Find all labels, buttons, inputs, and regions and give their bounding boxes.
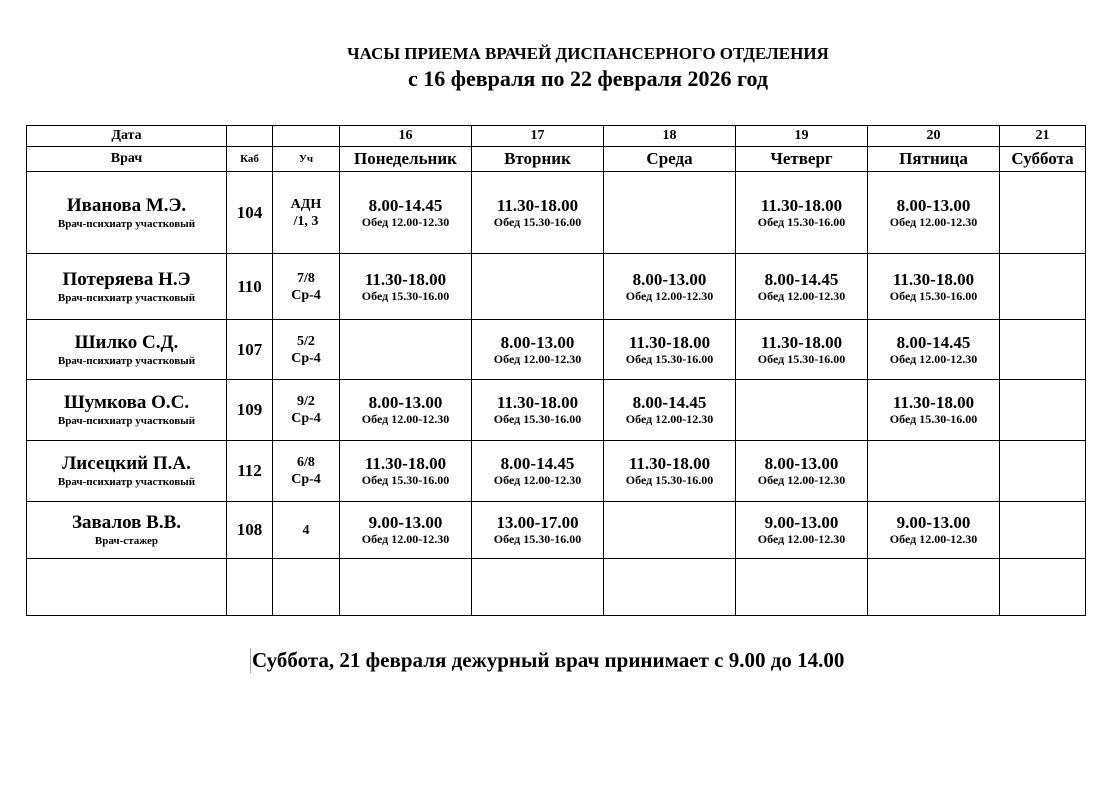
- lunch-hours: Обед 12.00-12.30: [361, 214, 450, 229]
- doctor-cell: [27, 441, 227, 502]
- district-line-1: 6/8: [297, 455, 315, 470]
- doctor-name: Шумкова О.С.: [63, 392, 190, 413]
- day-thursday: Четверг: [736, 147, 868, 172]
- date-16: 16: [340, 126, 472, 147]
- empty-cell: [868, 559, 1000, 616]
- work-hours: 11.30-18.00: [628, 454, 711, 473]
- day-wednesday: Среда: [604, 147, 736, 172]
- schedule-cell: [736, 320, 868, 380]
- cabinet-cell: 108: [227, 502, 273, 559]
- work-hours: 11.30-18.00: [496, 195, 579, 215]
- district-line-1: 9/2: [297, 394, 315, 409]
- lunch-hours: Обед 15.30-16.00: [361, 473, 450, 487]
- district-line-1: 7/8: [297, 270, 315, 286]
- schedule-cell: [868, 172, 1000, 254]
- doctor-cell: [27, 320, 227, 380]
- schedule-cell: [1000, 172, 1086, 254]
- doctor-cell: [27, 172, 227, 254]
- schedule-cell: [868, 441, 1000, 502]
- schedule-cell: [472, 254, 604, 320]
- date-20: 20: [868, 126, 1000, 147]
- lunch-hours: Обед 15.30-16.00: [757, 351, 846, 366]
- day-saturday: Суббота: [1000, 147, 1086, 172]
- cabinet-cell: 112: [227, 441, 273, 502]
- lunch-hours: Обед 15.30-16.00: [625, 473, 714, 487]
- date-21: 21: [1000, 126, 1086, 147]
- doctor-row: [27, 254, 1086, 320]
- page-title: ЧАСЫ ПРИЕМА ВРАЧЕЙ ДИСПАНСЕРНОГО ОТДЕЛЕНИЯ: [347, 44, 829, 63]
- work-hours: 11.30-18.00: [628, 332, 711, 352]
- work-hours: 11.30-18.00: [364, 269, 447, 289]
- header-row-dates: [27, 126, 1086, 147]
- work-hours: 9.00-13.00: [764, 513, 839, 532]
- schedule-cell: [472, 441, 604, 502]
- doctor-role: Врач-психиатр участковый: [57, 291, 196, 304]
- schedule-cell: [472, 380, 604, 441]
- lunch-hours: Обед 15.30-16.00: [493, 532, 582, 546]
- schedule-cell: [736, 502, 868, 559]
- district-cell: [273, 441, 340, 502]
- schedule-cell: [736, 441, 868, 502]
- work-hours: 8.00-13.00: [896, 195, 971, 215]
- doctor-name: Шилко С.Д.: [74, 331, 179, 353]
- schedule-table: [26, 125, 1086, 616]
- schedule-cell: [1000, 441, 1086, 502]
- empty-cell: [1000, 559, 1086, 616]
- lunch-hours: Обед 12.00-12.30: [889, 532, 978, 546]
- doctor-role: Врач-стажер: [94, 535, 159, 547]
- cabinet-cell: 107: [227, 320, 273, 380]
- doctor-name: Лисецкий П.А.: [62, 453, 191, 474]
- district-line-2: Ср-4: [291, 472, 321, 487]
- work-hours: 8.00-14.45: [368, 195, 443, 215]
- lunch-hours: Обед 12.00-12.30: [757, 473, 846, 487]
- cabinet-label: Каб: [227, 147, 273, 172]
- work-hours: 11.30-18.00: [892, 393, 975, 412]
- work-hours: 11.30-18.00: [892, 269, 975, 289]
- doctor-cell: [27, 502, 227, 559]
- cabinet-cell: 109: [227, 380, 273, 441]
- schedule-cell: [1000, 502, 1086, 559]
- lunch-hours: Обед 12.00-12.30: [493, 351, 582, 366]
- schedule-cell: [604, 172, 736, 254]
- schedule-cell: [868, 254, 1000, 320]
- doctor-row: [27, 502, 1086, 559]
- doctor-role: Врач-психиатр участковый: [57, 217, 196, 230]
- lunch-hours: Обед 12.00-12.30: [889, 214, 978, 229]
- empty-cell: [472, 559, 604, 616]
- doctor-cell: [27, 254, 227, 320]
- schedule-cell: [868, 320, 1000, 380]
- doctor-row: [27, 320, 1086, 380]
- district-line-2: Ср-4: [291, 350, 321, 366]
- schedule-cell: [604, 502, 736, 559]
- schedule-cell: [340, 441, 472, 502]
- district-label: Уч: [273, 147, 340, 172]
- lunch-hours: Обед 12.00-12.30: [757, 288, 846, 303]
- schedule-cell: [472, 172, 604, 254]
- schedule-cell: [1000, 254, 1086, 320]
- work-hours: 8.00-14.45: [632, 393, 707, 412]
- empty-cell: [27, 559, 227, 616]
- day-monday: Понедельник: [340, 147, 472, 172]
- date-18: 18: [604, 126, 736, 147]
- district-cell: [273, 320, 340, 380]
- lunch-hours: Обед 15.30-16.00: [625, 351, 714, 366]
- doctor-name: Иванова М.Э.: [66, 194, 187, 216]
- schedule-cell: [868, 380, 1000, 441]
- lunch-hours: Обед 15.30-16.00: [493, 214, 582, 229]
- lunch-hours: Обед 15.30-16.00: [889, 288, 978, 303]
- day-friday: Пятница: [868, 147, 1000, 172]
- doctor-role: Врач-психиатр участковый: [57, 476, 196, 488]
- empty-cell: [604, 559, 736, 616]
- date-label: Дата: [27, 126, 227, 147]
- schedule-cell: [604, 320, 736, 380]
- schedule-cell: [736, 254, 868, 320]
- schedule-cell: [604, 254, 736, 320]
- empty-cell: [227, 126, 273, 147]
- cabinet-cell: 104: [227, 172, 273, 254]
- saturday-note: Суббота, 21 февраля дежурный врач принимает с 9.00 до 14.00: [252, 648, 845, 672]
- date-17: 17: [472, 126, 604, 147]
- lunch-hours: Обед 12.00-12.30: [625, 412, 714, 426]
- schedule-cell: [340, 502, 472, 559]
- day-tuesday: Вторник: [472, 147, 604, 172]
- district-line-1: АДН: [290, 196, 322, 212]
- work-hours: 8.00-14.45: [500, 454, 575, 473]
- district-line-1: 4: [302, 522, 310, 538]
- schedule-cell: [1000, 380, 1086, 441]
- district-line-2: Ср-4: [291, 411, 321, 426]
- schedule-cell: [736, 380, 868, 441]
- doctor-role: Врач-психиатр участковый: [57, 354, 196, 367]
- district-line-1: 5/2: [297, 333, 315, 349]
- schedule-cell: [340, 172, 472, 254]
- work-hours: 11.30-18.00: [496, 393, 579, 412]
- empty-cell: [340, 559, 472, 616]
- doctor-name: Потеряева Н.Э: [62, 268, 191, 290]
- empty-cell: [273, 559, 340, 616]
- schedule-cell: [604, 441, 736, 502]
- district-line-2: /1, 3: [293, 213, 319, 229]
- schedule-cell: [340, 320, 472, 380]
- work-hours: 9.00-13.00: [896, 513, 971, 532]
- lunch-hours: Обед 12.00-12.30: [361, 532, 450, 546]
- work-hours: 8.00-13.00: [500, 332, 575, 352]
- work-hours: 8.00-13.00: [368, 393, 443, 412]
- work-hours: 11.30-18.00: [760, 332, 843, 352]
- work-hours: 8.00-14.45: [764, 269, 839, 289]
- doctor-row: [27, 380, 1086, 441]
- district-cell: [273, 502, 340, 559]
- work-hours: 8.00-13.00: [632, 269, 707, 289]
- schedule-cell: [604, 380, 736, 441]
- work-hours: 13.00-17.00: [496, 513, 579, 532]
- lunch-hours: Обед 12.00-12.30: [889, 351, 978, 366]
- work-hours: 8.00-14.45: [896, 332, 971, 352]
- lunch-hours: Обед 15.30-16.00: [361, 288, 450, 303]
- schedule-cell: [340, 254, 472, 320]
- schedule-cell: [736, 172, 868, 254]
- date-19: 19: [736, 126, 868, 147]
- district-cell: [273, 254, 340, 320]
- schedule-cell: [1000, 320, 1086, 380]
- lunch-hours: Обед 12.00-12.30: [493, 473, 582, 487]
- doctor-row: [27, 172, 1086, 254]
- doctor-role: Врач-психиатр участковый: [57, 415, 196, 427]
- work-hours: 11.30-18.00: [760, 195, 843, 215]
- work-hours: 8.00-13.00: [764, 454, 839, 473]
- schedule-cell: [472, 320, 604, 380]
- empty-cell: [227, 559, 273, 616]
- district-line-2: Ср-4: [291, 287, 321, 303]
- work-hours: 11.30-18.00: [364, 454, 447, 473]
- work-hours: 9.00-13.00: [368, 513, 443, 532]
- lunch-hours: Обед 15.30-16.00: [889, 412, 978, 426]
- lunch-hours: Обед 12.00-12.30: [757, 532, 846, 546]
- lunch-hours: Обед 15.30-16.00: [757, 214, 846, 229]
- cabinet-cell: 110: [227, 254, 273, 320]
- header-row-days: [27, 147, 1086, 172]
- schedule-cell: [868, 502, 1000, 559]
- empty-row: [27, 559, 1086, 616]
- district-cell: [273, 172, 340, 254]
- lunch-hours: Обед 15.30-16.00: [493, 412, 582, 426]
- doctor-row: [27, 441, 1086, 502]
- lunch-hours: Обед 12.00-12.30: [625, 288, 714, 303]
- schedule-cell: [340, 380, 472, 441]
- doctor-name: Завалов В.В.: [72, 512, 181, 533]
- empty-cell: [736, 559, 868, 616]
- schedule-cell: [472, 502, 604, 559]
- doctor-cell: [27, 380, 227, 441]
- district-cell: [273, 380, 340, 441]
- doctor-label: Врач: [27, 147, 227, 172]
- lunch-hours: Обед 12.00-12.30: [361, 412, 450, 426]
- page-period: с 16 февраля по 22 февраля 2026 год: [408, 66, 768, 91]
- empty-cell: [273, 126, 340, 147]
